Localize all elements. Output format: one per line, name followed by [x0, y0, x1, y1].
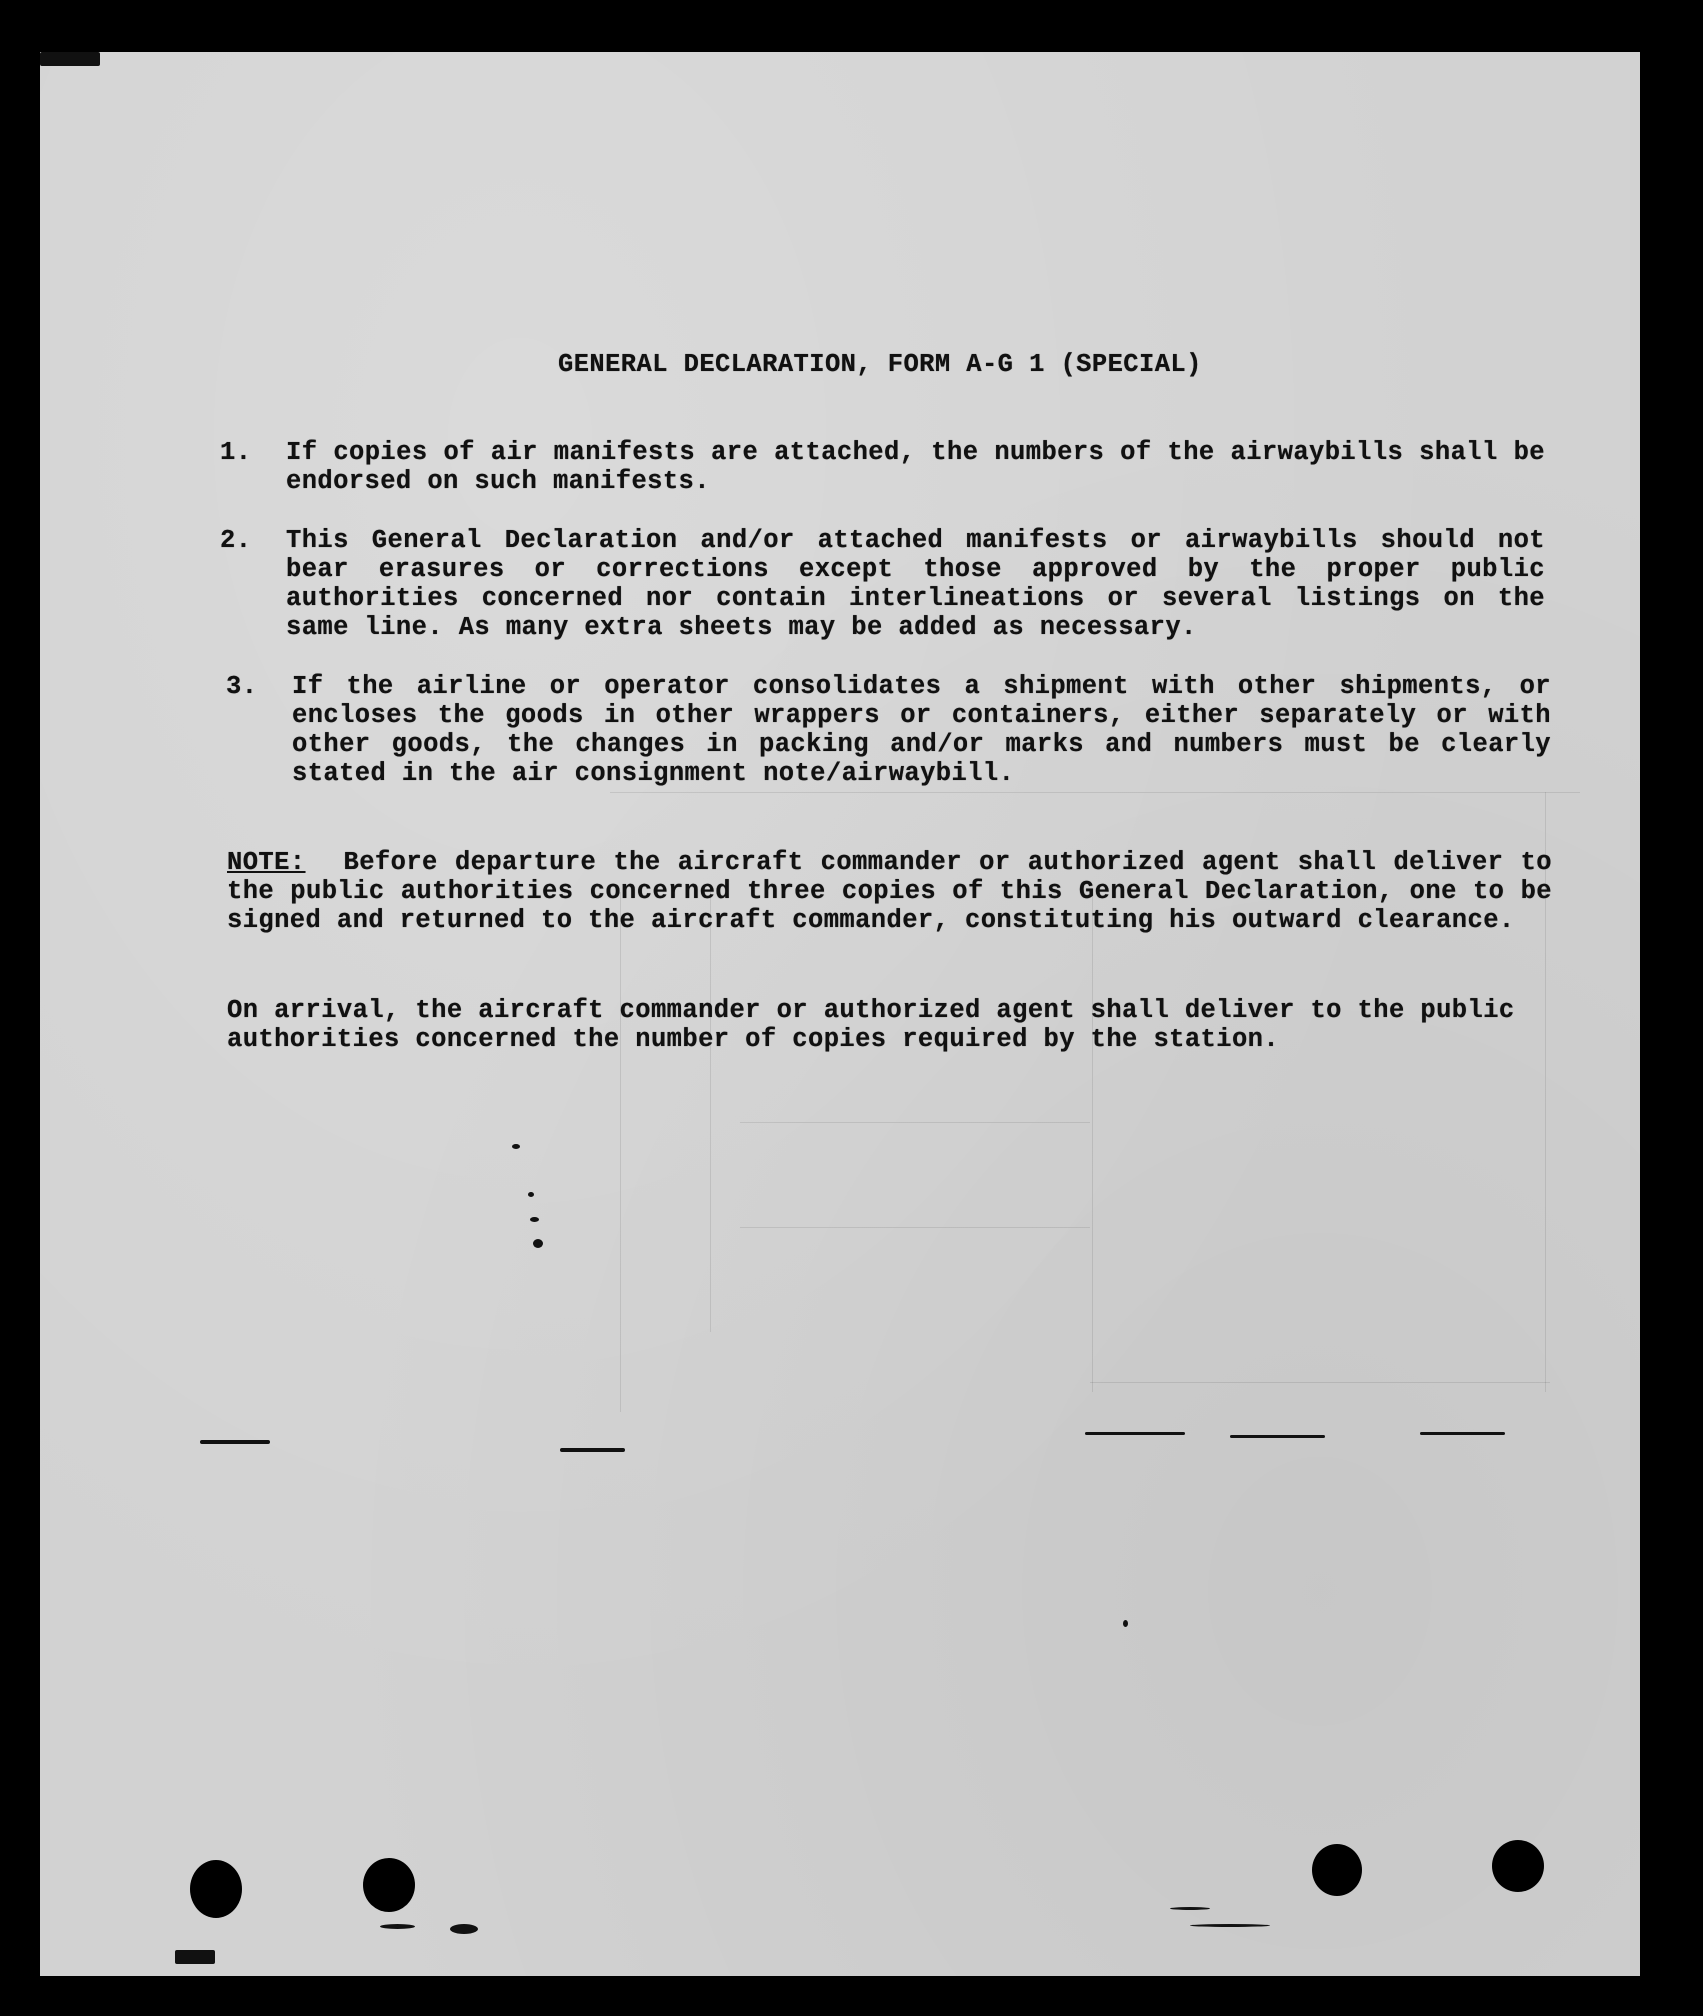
- ink-speck: [528, 1192, 534, 1197]
- ink-speck: [200, 1440, 270, 1444]
- ink-speck: [560, 1448, 625, 1452]
- document-page: [40, 52, 1640, 1976]
- list-item-number: 2.: [220, 526, 252, 555]
- punch-hole: [363, 1858, 415, 1912]
- ink-speck: [40, 52, 100, 66]
- bleed-through-rule: [740, 1122, 1090, 1123]
- ink-speck: [1230, 1435, 1325, 1438]
- note-label: NOTE:: [227, 848, 306, 877]
- bleed-through-rule: [1090, 1382, 1550, 1383]
- ink-speck: [1123, 1620, 1128, 1627]
- ink-speck: [512, 1144, 520, 1149]
- ink-speck: [1190, 1924, 1270, 1927]
- ink-speck: [450, 1924, 478, 1934]
- bleed-through-rule: [620, 892, 621, 1412]
- list-item-text: If copies of air manifests are attached, the numbers of the airwaybills shall be endorsed on such manifests.: [286, 438, 1545, 496]
- punch-hole: [1312, 1844, 1362, 1896]
- list-item-number: 1.: [220, 438, 252, 467]
- arrival-paragraph: On arrival, the aircraft commander or authorized agent shall deliver to the public authorities concerned the number of copies required by the station.: [227, 996, 1515, 1054]
- list-item-text: If the airline or operator consolidates a shipment with other shipments, or encloses the goods in other wrappers or containers, either separately or with other goods, the changes in packing and/or marks and numbers must be clearly stated in the air consignment note/airwaybill.: [292, 672, 1551, 788]
- bleed-through-rule: [1092, 892, 1093, 1392]
- ink-speck: [175, 1950, 215, 1964]
- page-title: GENERAL DECLARATION, FORM A-G 1 (SPECIAL): [558, 350, 1202, 379]
- ink-speck: [1170, 1907, 1210, 1910]
- bleed-through-rule: [740, 1227, 1090, 1228]
- note-paragraph: [227, 848, 1552, 935]
- ink-speck: [380, 1924, 415, 1929]
- ink-speck: [1085, 1432, 1185, 1435]
- bleed-through-rule: [610, 792, 1580, 793]
- list-item-number: 3.: [226, 672, 258, 701]
- punch-hole: [1492, 1840, 1544, 1892]
- punch-hole: [190, 1860, 242, 1918]
- ink-speck: [530, 1217, 539, 1222]
- list-item-text: This General Declaration and/or attached manifests or airwaybills should not bear erasures or corrections except those approved by the proper public authorities concerned nor contain interlineations or several listings on the same line. As many extra sheets may be added as necessary.: [286, 526, 1545, 642]
- ink-speck: [1420, 1432, 1505, 1435]
- note-text: Before departure the aircraft commander or authorized agent shall deliver to the public authorities concerned three copies of this General Declaration, one to be signed and returned to the aircraft commander, constituting his outward clearance.: [227, 848, 1552, 935]
- bleed-through-rule: [710, 892, 711, 1332]
- ink-speck: [533, 1239, 543, 1248]
